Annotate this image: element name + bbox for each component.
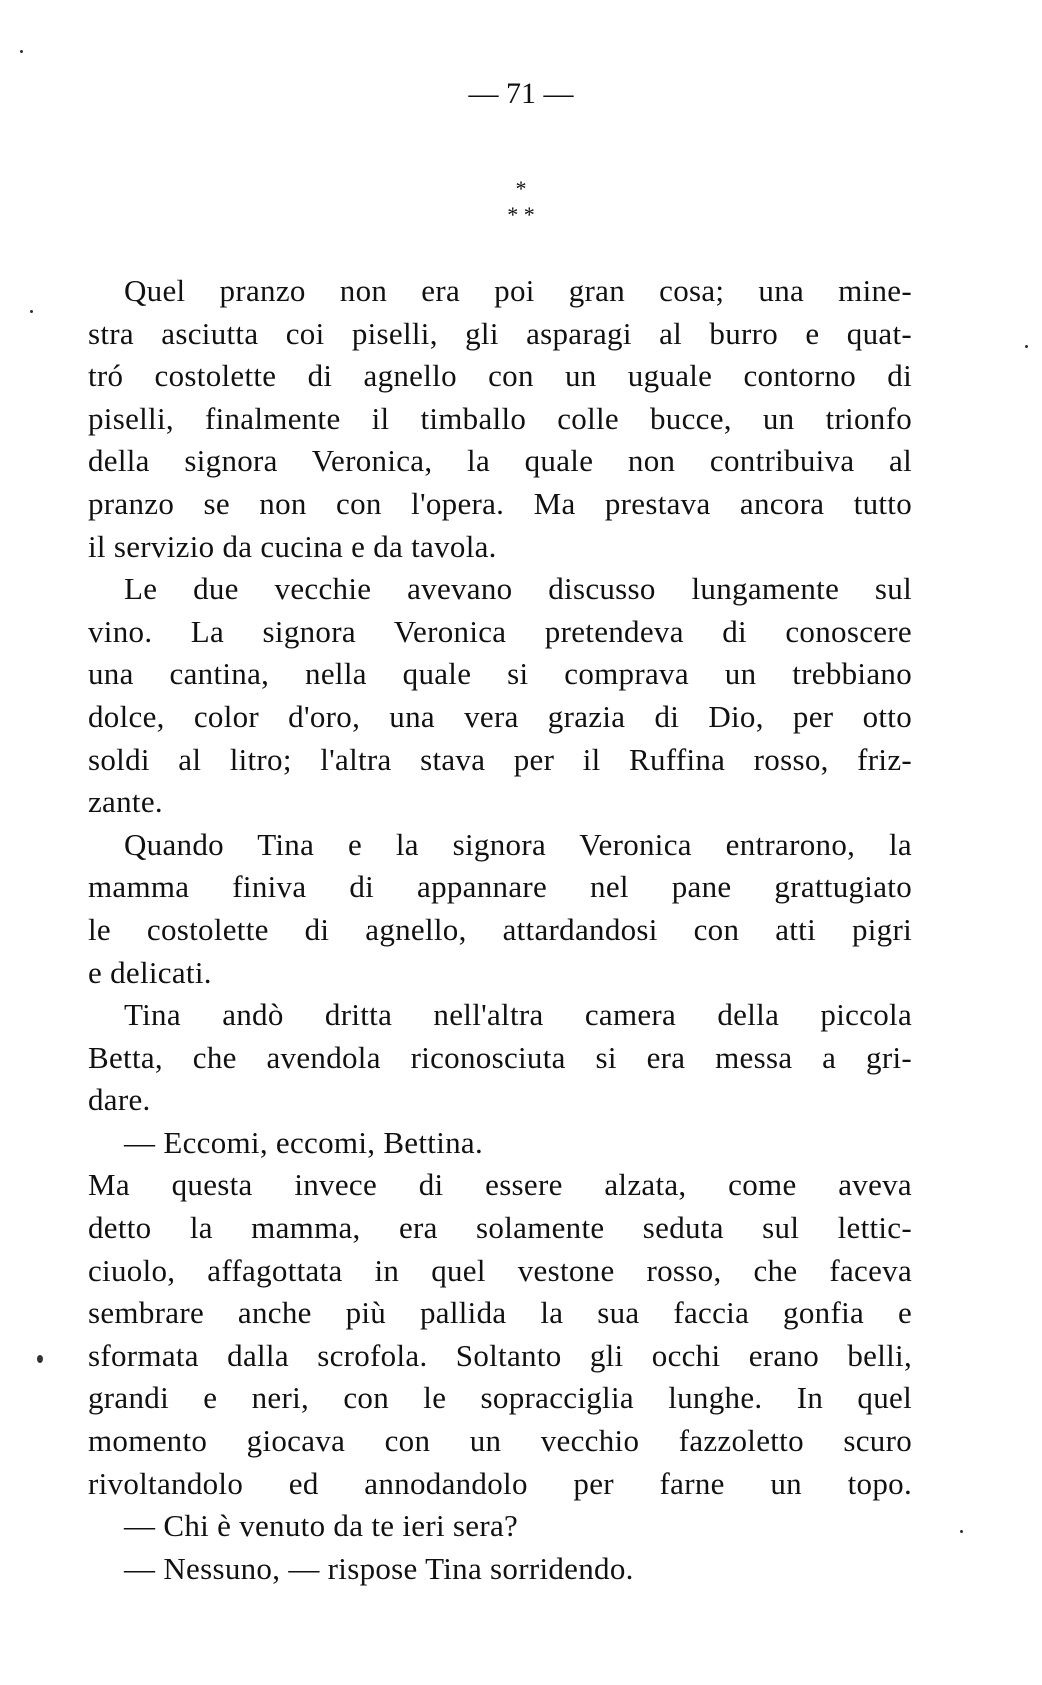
text-line: vino. La signora Veronica pretendeva di conoscere <box>88 613 912 649</box>
text-line: stra asciutta coi piselli, gli asparagi al burro e quat- <box>88 315 912 351</box>
scan-speck <box>30 310 33 313</box>
text-line: Le due vecchie avevano discusso lungamente sul <box>124 571 912 607</box>
asterism-bottom: * * <box>507 202 535 227</box>
text-line: Quando Tina e la signora Veronica entrarono, la <box>124 826 912 862</box>
text-line: rivoltandolo ed annodandolo per farne un topo. <box>88 1465 912 1501</box>
text-line: dolce, color d'oro, una vera grazia di Dio, per otto <box>88 698 912 734</box>
text-line: zante. <box>88 784 163 820</box>
text-line: e delicati. <box>88 954 212 990</box>
text-line: — Eccomi, eccomi, Bettina. <box>124 1124 484 1160</box>
scan-speck <box>1025 345 1028 348</box>
text-line: mamma finiva di appannare nel pane grattugiato <box>88 869 912 905</box>
text-line: detto la mamma, era solamente seduta sul lettic- <box>88 1210 912 1246</box>
text-line: — Chi è venuto da te ieri sera? <box>124 1508 519 1544</box>
text-line: Betta, che avendola riconosciuta si era messa a gri- <box>88 1039 912 1075</box>
text-line: Quel pranzo non era poi gran cosa; una mine- <box>124 273 912 308</box>
scan-speck <box>960 1530 963 1533</box>
text-line: sembrare anche più pallida la sua faccia gonfia e <box>88 1295 912 1331</box>
text-line: una cantina, nella quale si comprava un trebbiano <box>88 656 912 692</box>
text-line: della signora Veronica, la quale non contribuiva al <box>88 443 912 479</box>
text-line: tró costolette di agnello con un uguale contorno di <box>88 358 912 394</box>
text-line: Tina andò dritta nell'altra camera della piccola <box>124 997 912 1033</box>
text-line: sformata dalla scrofola. Soltanto gli occhi erano belli, <box>88 1337 912 1373</box>
text-line: soldi al litro; l'altra stava per il Ruffina rosso, friz- <box>88 741 912 777</box>
scan-speck <box>20 50 23 53</box>
text-line: momento giocava con un vecchio fazzoletto scuro <box>88 1423 912 1459</box>
scan-speck <box>37 1355 43 1363</box>
text-line: pranzo se non con l'opera. Ma prestava ancora tutto <box>88 485 912 521</box>
text-line: piselli, finalmente il timballo colle bucce, un trionfo <box>88 400 912 436</box>
text-line: grandi e neri, con le sopracciglia lunghe. In quel <box>88 1380 912 1416</box>
text-line: le costolette di agnello, attardandosi con atti pigri <box>88 911 912 947</box>
section-break-asterisks <box>0 176 1042 228</box>
asterism-top: * <box>515 176 527 201</box>
text-line: il servizio da cucina e da tavola. <box>88 528 497 564</box>
text-line: dare. <box>88 1082 151 1118</box>
text-line: Ma questa invece di essere alzata, come aveva <box>88 1167 912 1203</box>
text-line: — Nessuno, — rispose Tina sorridendo. <box>124 1550 634 1586</box>
text-line: ciuolo, affagottata in quel vestone rosso, che faceva <box>88 1252 912 1288</box>
page-number: — 71 — <box>468 77 574 110</box>
body-text <box>88 270 912 1590</box>
